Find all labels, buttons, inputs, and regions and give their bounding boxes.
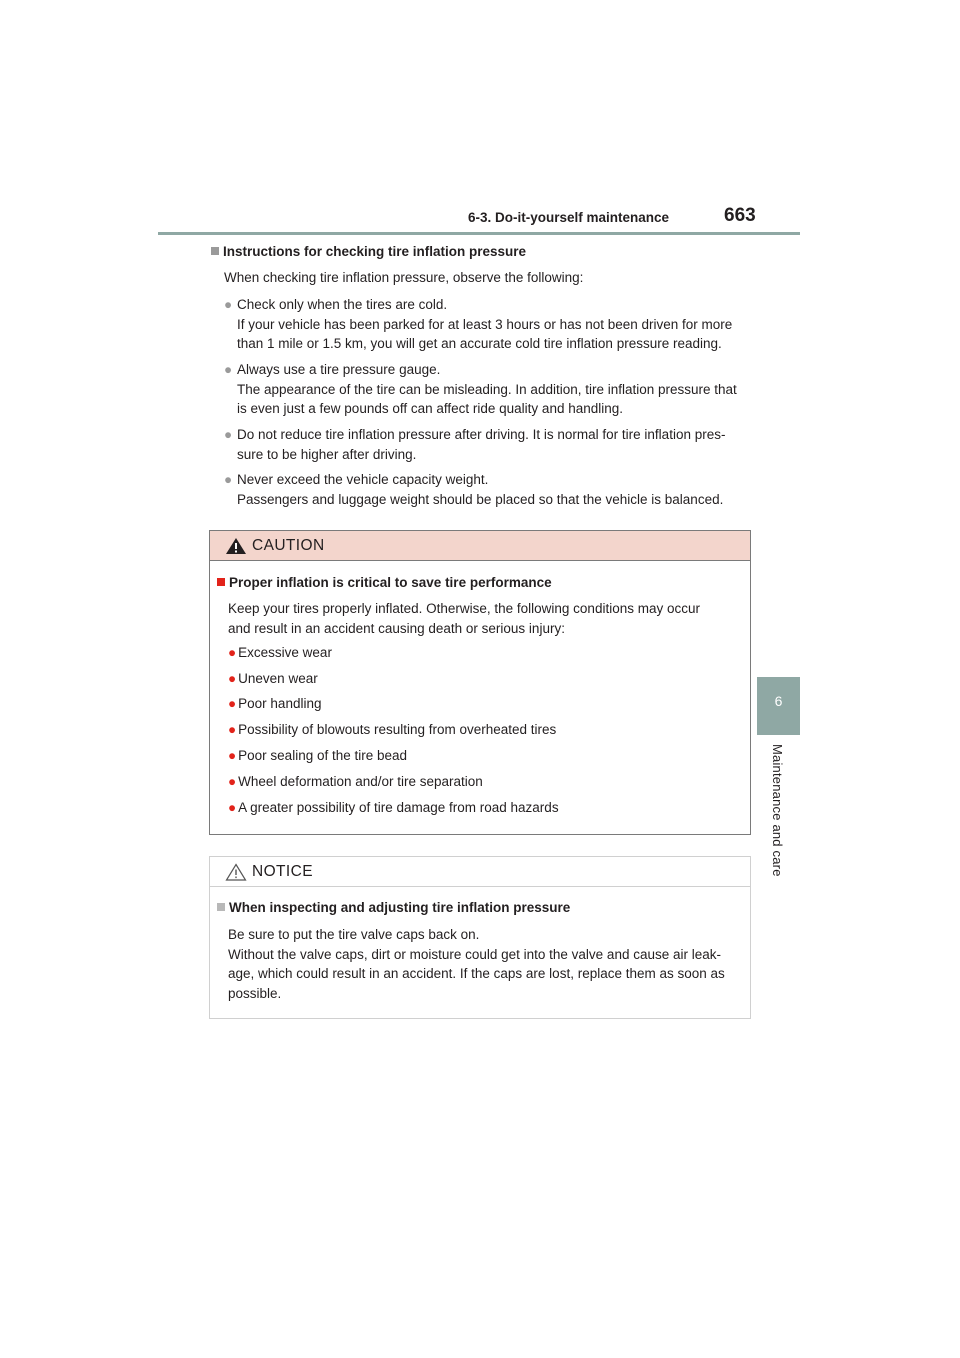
list-item-text: A greater possibility of tire damage from road hazards bbox=[238, 800, 559, 815]
list-item bbox=[224, 425, 752, 464]
red-bullet-icon: ● bbox=[228, 748, 237, 763]
bullet-line: The appearance of the tire can be misleading. In addition, tire inflation pressure that bbox=[237, 381, 737, 397]
caution-heading bbox=[217, 575, 552, 590]
bullet-title: Check only when the tires are cold. bbox=[237, 297, 448, 312]
notice-box bbox=[209, 856, 751, 1019]
notice-title: NOTICE bbox=[252, 863, 313, 880]
list-item bbox=[228, 645, 332, 660]
square-bullet-icon bbox=[217, 578, 225, 586]
list-item bbox=[228, 800, 559, 815]
list-item bbox=[228, 696, 321, 711]
list-item bbox=[228, 748, 407, 763]
list-item bbox=[224, 360, 752, 419]
circle-bullet-icon: ● bbox=[224, 472, 233, 487]
paragraph-line: Be sure to put the tire valve caps back on. bbox=[228, 927, 480, 942]
bullet-line: If your vehicle has been parked for at least 3 hours or has not been driven for more bbox=[237, 316, 733, 332]
circle-bullet-icon: ● bbox=[224, 427, 233, 442]
main-intro: When checking tire inflation pressure, observe the following: bbox=[224, 270, 584, 285]
red-bullet-icon: ● bbox=[228, 645, 237, 660]
list-item-text: Poor sealing of the tire bead bbox=[238, 748, 408, 763]
red-bullet-icon: ● bbox=[228, 671, 237, 686]
chapter-tab bbox=[757, 677, 800, 735]
notice-heading-text: When inspecting and adjusting tire inflation pressure bbox=[229, 900, 571, 915]
page-number: 663 bbox=[724, 205, 756, 226]
main-heading-text: Instructions for checking tire inflation pressure bbox=[223, 244, 527, 259]
warning-triangle-outline-icon bbox=[225, 863, 247, 881]
paragraph-line: Keep your tires properly inflated. Otherwise, the following conditions may occur bbox=[228, 601, 700, 616]
header-divider bbox=[158, 232, 800, 235]
bullet-line: Passengers and luggage weight should be placed so that the vehicle is balanced. bbox=[237, 491, 724, 507]
list-item-text: Wheel deformation and/or tire separation bbox=[238, 774, 483, 789]
list-item bbox=[228, 722, 556, 737]
list-item-text: Poor handling bbox=[238, 696, 322, 711]
square-bullet-icon bbox=[211, 247, 219, 255]
red-bullet-icon: ● bbox=[228, 696, 237, 711]
red-bullet-icon: ● bbox=[228, 722, 237, 737]
bullet-line: is even just a few pounds off can affect ride quality and handling. bbox=[237, 401, 624, 416]
paragraph-line: possible. bbox=[228, 985, 282, 1001]
notice-header bbox=[210, 857, 750, 887]
list-item bbox=[224, 470, 752, 509]
notice-heading bbox=[217, 900, 570, 915]
bullet-title: Always use a tire pressure gauge. bbox=[237, 362, 441, 377]
caution-header bbox=[210, 531, 750, 561]
list-item bbox=[228, 671, 318, 686]
chapter-number: 6 bbox=[774, 693, 783, 709]
section-title: 6-3. Do-it-yourself maintenance bbox=[468, 210, 670, 225]
notice-paragraph bbox=[228, 925, 740, 1003]
red-bullet-icon: ● bbox=[228, 800, 237, 815]
bullet-line: than 1 mile or 1.5 km, you will get an accurate cold tire inflation pressure reading. bbox=[237, 336, 722, 351]
caution-heading-text: Proper inflation is critical to save tire performance bbox=[229, 575, 552, 590]
red-bullet-icon: ● bbox=[228, 774, 237, 789]
warning-triangle-icon bbox=[225, 537, 247, 555]
square-bullet-icon bbox=[217, 903, 225, 911]
main-heading bbox=[211, 244, 526, 259]
list-item-text: Possibility of blowouts resulting from overheated tires bbox=[238, 722, 557, 737]
circle-bullet-icon: ● bbox=[224, 362, 233, 377]
chapter-label: Maintenance and care bbox=[770, 744, 785, 877]
paragraph-line: age, which could result in an accident. If the caps are lost, replace them as soon as bbox=[228, 966, 725, 981]
paragraph-line: Without the valve caps, dirt or moisture could get into the valve and cause air leak- bbox=[228, 946, 722, 962]
paragraph-line: and result in an accident causing death or serious injury: bbox=[228, 620, 565, 636]
caution-paragraph bbox=[228, 599, 740, 638]
caution-box bbox=[209, 530, 751, 835]
caution-title: CAUTION bbox=[252, 537, 325, 554]
bullet-title: Do not reduce tire inflation pressure after driving. It is normal for tire inflation pres- bbox=[237, 427, 726, 442]
bullet-title: Never exceed the vehicle capacity weight. bbox=[237, 472, 489, 487]
circle-bullet-icon: ● bbox=[224, 297, 233, 312]
list-item bbox=[228, 774, 483, 789]
bullet-line: sure to be higher after driving. bbox=[237, 446, 417, 462]
list-item bbox=[224, 295, 752, 354]
list-item-text: Excessive wear bbox=[238, 645, 332, 660]
list-item-text: Uneven wear bbox=[238, 671, 318, 686]
